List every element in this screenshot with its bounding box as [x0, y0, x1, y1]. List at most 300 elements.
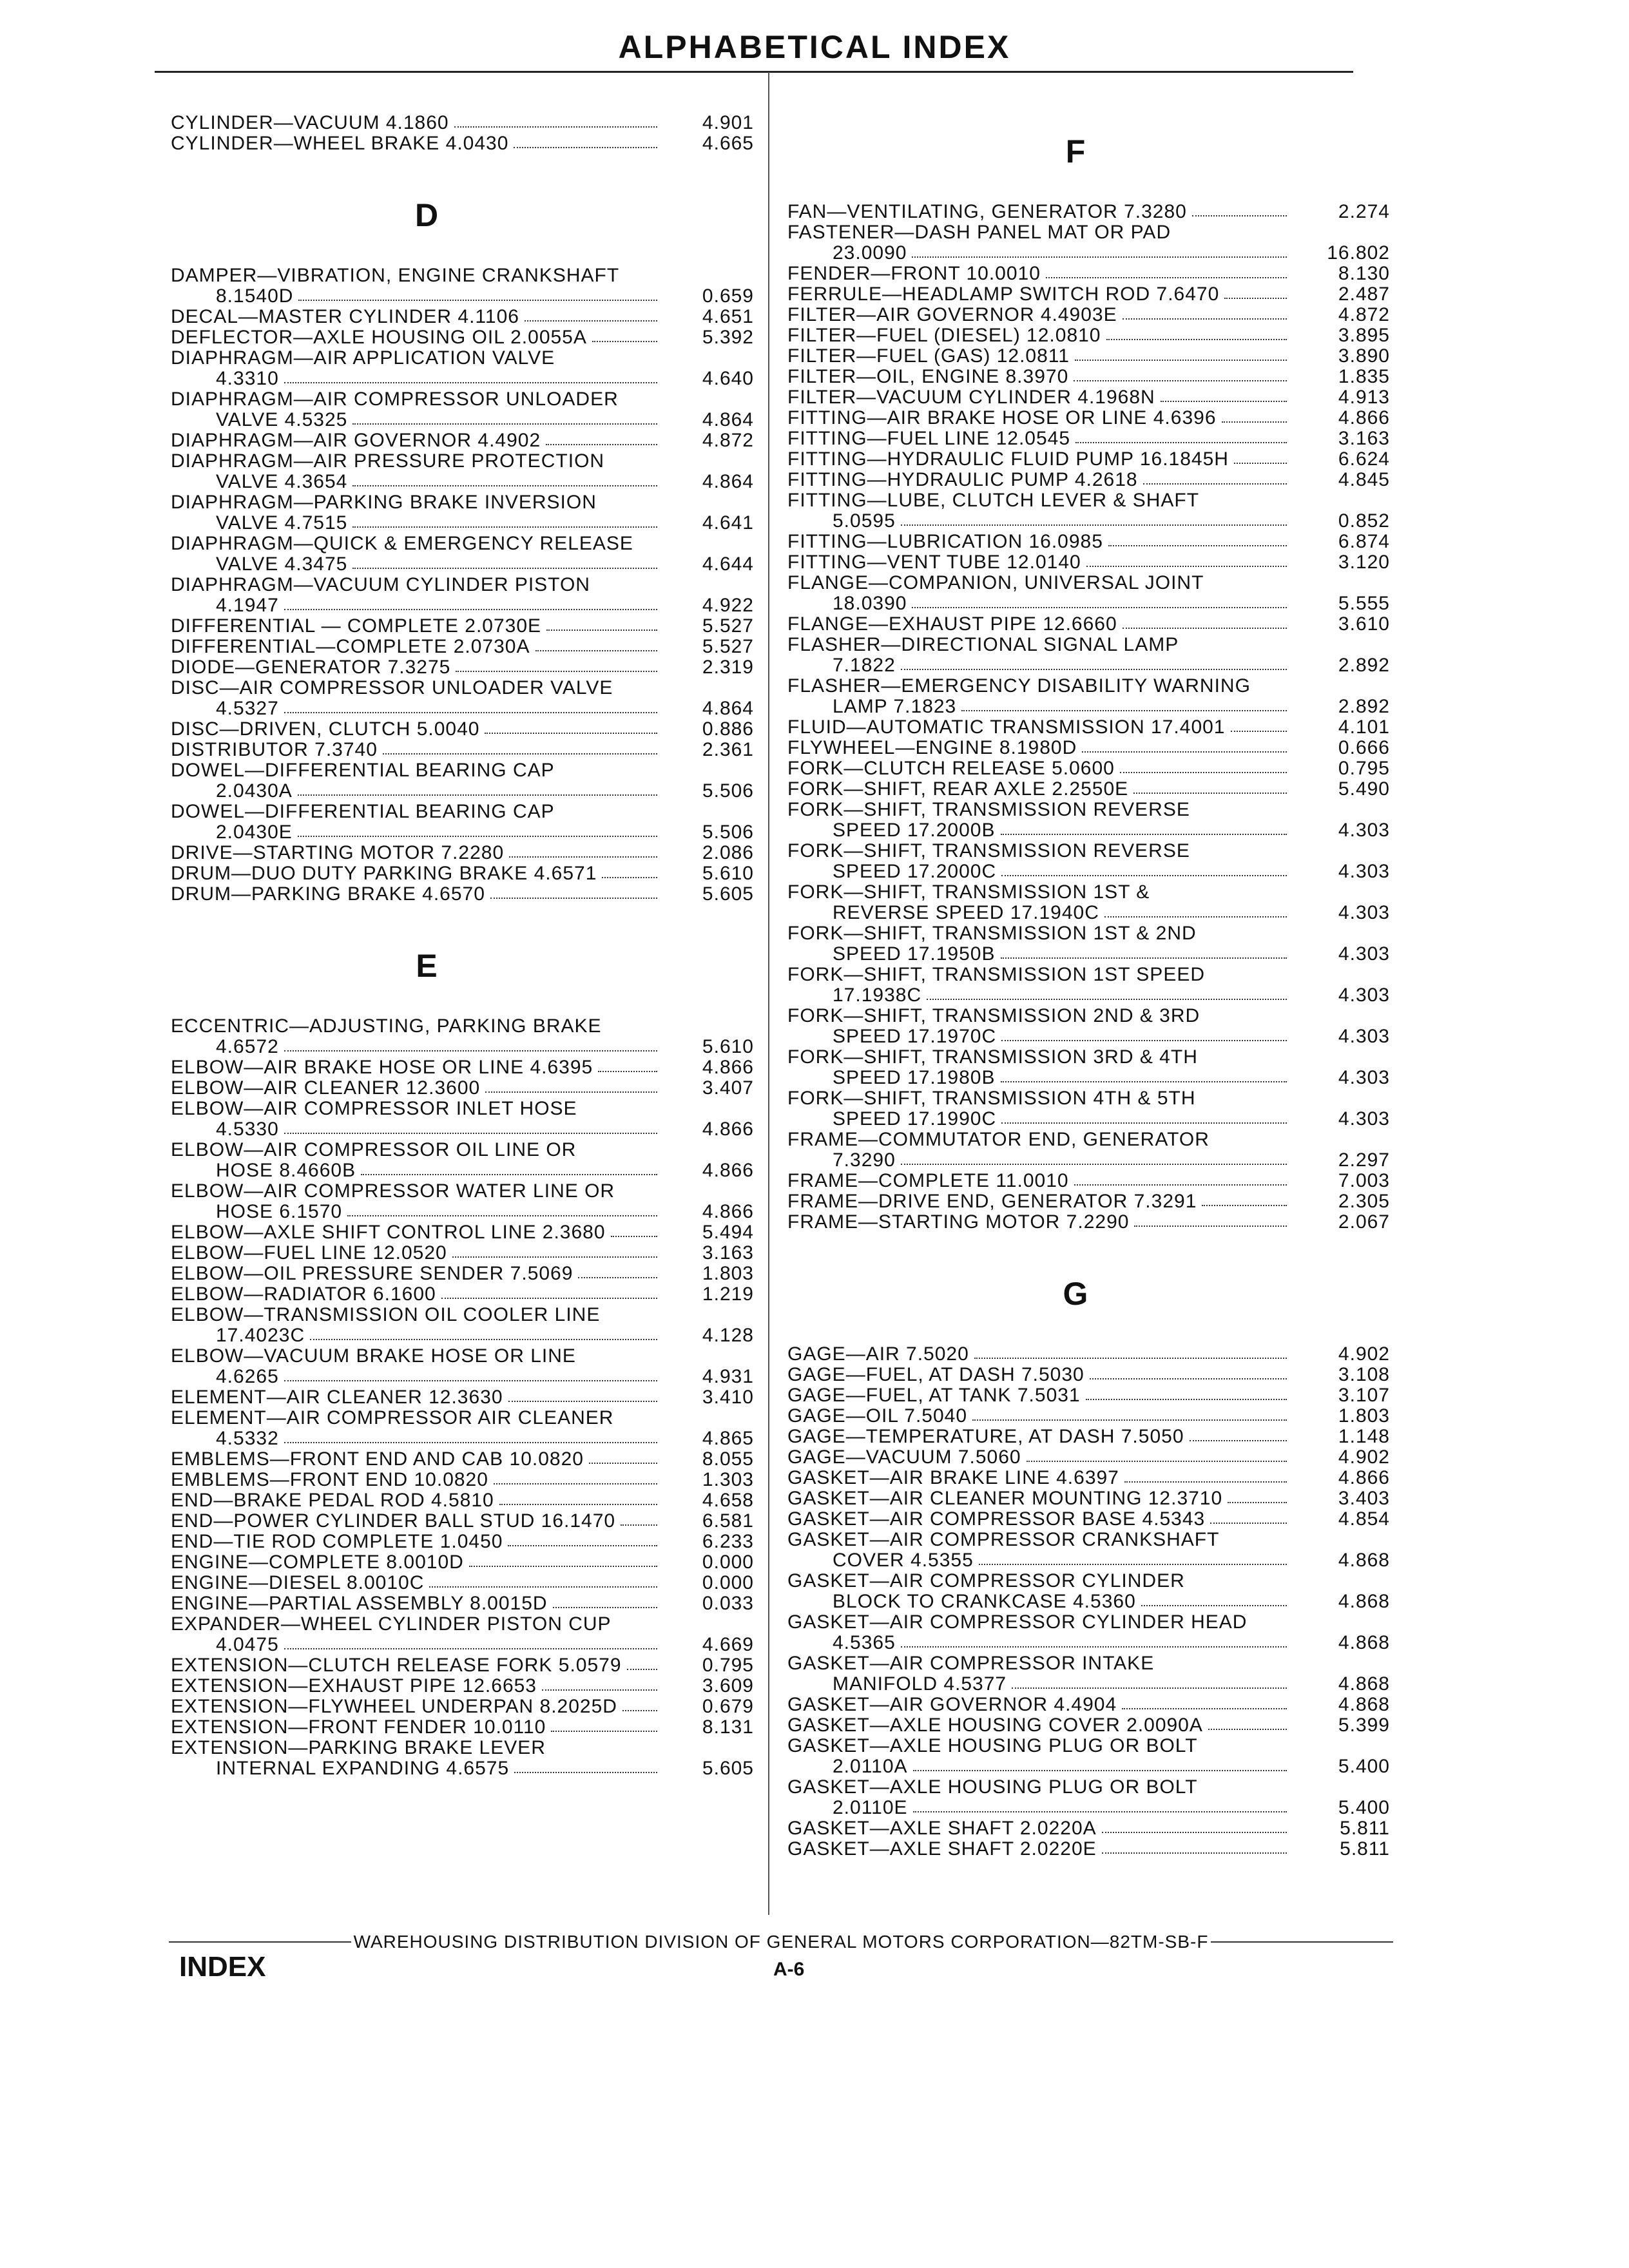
- dot-leader: [361, 1174, 657, 1175]
- entry-page-ref: 2.274: [1338, 201, 1390, 222]
- entry-description: [171, 1181, 683, 1222]
- dot-leader: [284, 1380, 657, 1381]
- dot-leader: [578, 1277, 657, 1278]
- dot-leader: [454, 126, 657, 128]
- entry-text-line: 4.5365: [833, 1632, 896, 1653]
- index-entry: [787, 800, 1390, 841]
- entry-description: [787, 1344, 1313, 1365]
- index-entry: [787, 1427, 1390, 1447]
- entry-description: [171, 637, 683, 657]
- entry-page-ref: 5.605: [702, 883, 754, 905]
- entry-description: [787, 1171, 1313, 1191]
- entry-description: [171, 1243, 683, 1264]
- dot-leader: [352, 526, 657, 528]
- entry-page-ref: 4.866: [1338, 407, 1390, 428]
- entry-page-ref: 5.494: [702, 1222, 754, 1243]
- index-entry: [171, 1614, 754, 1655]
- dot-leader: [1123, 318, 1287, 320]
- footer-page-number: A-6: [773, 1959, 805, 1980]
- entry-text-line: 23.0090: [833, 242, 907, 264]
- entry-text-line: REVERSE SPEED 17.1940C: [833, 902, 1099, 923]
- entry-page-ref: 4.872: [1338, 304, 1390, 325]
- entry-page-ref: 3.895: [1338, 325, 1390, 346]
- entry-text-line: GASKET—AIR GOVERNOR 4.4904: [787, 1695, 1117, 1715]
- entry-text-line: EXTENSION—PARKING BRAKE LEVER: [171, 1738, 546, 1758]
- entry-page-ref: 0.679: [702, 1696, 754, 1717]
- entry-text-line: ELBOW—AIR COMPRESSOR INLET HOSE: [171, 1099, 577, 1119]
- dot-leader: [542, 1689, 657, 1691]
- entry-description: [171, 884, 683, 905]
- entry-description: [171, 1738, 683, 1779]
- entry-page-ref: 5.610: [702, 863, 754, 884]
- index-entry: [787, 428, 1390, 449]
- entry-description: [787, 676, 1313, 717]
- dot-leader: [429, 1586, 657, 1588]
- index-entry: [787, 284, 1390, 305]
- entry-description: [171, 657, 683, 678]
- entry-page-ref: 3.890: [1338, 345, 1390, 367]
- index-entry: [787, 1385, 1390, 1406]
- entry-page-ref: 4.651: [702, 306, 754, 327]
- dot-leader: [1074, 1184, 1287, 1186]
- entry-text-line: DIAPHRAGM—AIR APPLICATION VALVE: [171, 348, 555, 369]
- entry-page-ref: 3.163: [702, 1242, 754, 1264]
- entry-description: [787, 882, 1313, 923]
- index-entry: [787, 676, 1390, 717]
- entry-page-ref: 2.487: [1338, 284, 1390, 305]
- entry-text-line: DIAPHRAGM—AIR COMPRESSOR UNLOADER: [171, 389, 619, 410]
- index-entry: [171, 389, 754, 430]
- entry-page-ref: 1.219: [702, 1283, 754, 1305]
- entry-description: [787, 1653, 1313, 1695]
- entry-description: [787, 1129, 1313, 1171]
- index-entry: [171, 533, 754, 575]
- entry-description: [171, 1016, 683, 1057]
- entry-page-ref: 0.886: [702, 718, 754, 740]
- entry-description: [171, 1511, 683, 1532]
- index-entry: [787, 1653, 1390, 1695]
- entry-page-ref: 4.640: [702, 368, 754, 389]
- index-entry: [787, 325, 1390, 346]
- entry-description: [171, 113, 683, 133]
- entry-text-line: FORK—SHIFT, TRANSMISSION REVERSE: [787, 800, 1190, 820]
- dot-leader: [1192, 215, 1287, 216]
- index-entry: [787, 1571, 1390, 1612]
- entry-text-line: 17.1938C: [833, 985, 922, 1006]
- entry-page-ref: 5.527: [702, 615, 754, 637]
- entry-description: [171, 1387, 683, 1408]
- dot-leader: [901, 524, 1287, 526]
- entry-page-ref: 4.865: [702, 1428, 754, 1449]
- entry-text-line: FORK—SHIFT, TRANSMISSION 1ST &: [787, 882, 1150, 903]
- index-entry: [787, 1171, 1390, 1191]
- entry-page-ref: 2.892: [1338, 655, 1390, 676]
- entry-description: [171, 1614, 683, 1655]
- entry-text-line: ENGINE—DIESEL 8.0010C: [171, 1573, 425, 1593]
- index-column-left: [171, 113, 754, 1779]
- entry-text-line: 4.5330: [216, 1119, 279, 1140]
- index-entry: [787, 1047, 1390, 1088]
- entry-description: [787, 965, 1313, 1006]
- entry-page-ref: 5.605: [702, 1758, 754, 1779]
- dot-leader: [284, 382, 657, 383]
- entry-description: [171, 1573, 683, 1593]
- entry-text-line: FITTING—AIR BRAKE HOSE OR LINE 4.6396: [787, 408, 1217, 428]
- entry-text-line: GASKET—AIR COMPRESSOR CYLINDER HEAD: [787, 1612, 1248, 1633]
- dot-leader: [621, 1524, 657, 1526]
- entry-text-line: FORK—SHIFT, TRANSMISSION 4TH & 5TH: [787, 1088, 1196, 1109]
- entry-page-ref: 5.527: [702, 636, 754, 657]
- entry-text-line: EXTENSION—FRONT FENDER 10.0110: [171, 1717, 546, 1738]
- index-entry: [171, 1573, 754, 1593]
- index-entry: [171, 575, 754, 616]
- dot-leader: [298, 300, 657, 301]
- entry-text-line: FLYWHEEL—ENGINE 8.1980D: [787, 738, 1077, 758]
- index-entry: [171, 451, 754, 492]
- entry-page-ref: 5.811: [1340, 1818, 1390, 1839]
- index-entry: [787, 1212, 1390, 1233]
- index-entry: [787, 552, 1390, 573]
- entry-text-line: FILTER—AIR GOVERNOR 4.4903E: [787, 305, 1117, 325]
- dot-leader: [383, 753, 657, 754]
- entry-description: [787, 346, 1313, 367]
- entry-description: [171, 1099, 683, 1140]
- index-entry: [171, 348, 754, 389]
- entry-page-ref: 4.866: [702, 1119, 754, 1140]
- dot-leader: [1133, 793, 1287, 794]
- entry-text-line: 4.3310: [216, 368, 279, 389]
- dot-leader: [1001, 957, 1287, 959]
- entry-text-line: VALVE 4.7515: [216, 512, 348, 533]
- entry-page-ref: 8.055: [702, 1448, 754, 1470]
- dot-leader: [298, 794, 657, 796]
- dot-leader: [1231, 731, 1287, 732]
- dot-leader: [1075, 360, 1287, 361]
- entry-text-line: FITTING—VENT TUBE 12.0140: [787, 552, 1081, 573]
- dot-leader: [1161, 401, 1287, 402]
- index-entry: [787, 1088, 1390, 1129]
- entry-page-ref: 4.101: [1338, 716, 1390, 738]
- entry-page-ref: 5.555: [1338, 593, 1390, 614]
- entry-text-line: 18.0390: [833, 593, 907, 614]
- dot-leader: [525, 320, 657, 322]
- entry-text-line: FAN—VENTILATING, GENERATOR 7.3280: [787, 202, 1187, 222]
- entry-text-line: 4.5327: [216, 698, 279, 719]
- entry-description: [787, 428, 1313, 449]
- dot-leader: [352, 568, 657, 569]
- entry-page-ref: 4.864: [702, 471, 754, 492]
- index-entry: [787, 470, 1390, 490]
- index-entry: [171, 1593, 754, 1614]
- entry-text-line: END—POWER CYLINDER BALL STUD 16.1470: [171, 1511, 616, 1532]
- index-entry: [171, 1490, 754, 1511]
- entry-description: [787, 1571, 1313, 1612]
- entry-description: [787, 1385, 1313, 1406]
- entry-text-line: 4.5332: [216, 1428, 279, 1449]
- entry-description: [171, 1655, 683, 1676]
- entry-description: [171, 1140, 683, 1181]
- index-entry: [171, 1738, 754, 1779]
- entry-page-ref: 1.803: [1338, 1405, 1390, 1427]
- index-entry: [171, 1243, 754, 1264]
- entry-text-line: GASKET—AIR BRAKE LINE 4.6397: [787, 1468, 1119, 1488]
- entry-page-ref: 3.107: [1338, 1385, 1390, 1406]
- entry-description: [787, 1777, 1313, 1818]
- entry-description: [171, 492, 683, 533]
- entry-description: [171, 1449, 683, 1470]
- entry-description: [787, 1736, 1313, 1777]
- entry-text-line: DIAPHRAGM—AIR PRESSURE PROTECTION: [171, 451, 605, 472]
- entry-text-line: FLANGE—EXHAUST PIPE 12.6660: [787, 614, 1117, 635]
- index-entry: [171, 1552, 754, 1573]
- dot-leader: [347, 1215, 657, 1216]
- index-entry: [787, 573, 1390, 614]
- index-entry: [787, 1447, 1390, 1468]
- entry-page-ref: 0.000: [702, 1552, 754, 1573]
- index-entry: [171, 113, 754, 133]
- entry-description: [787, 1468, 1313, 1488]
- index-entry: [171, 1016, 754, 1057]
- entry-text-line: FRAME—COMMUTATOR END, GENERATOR: [787, 1129, 1210, 1150]
- dot-leader: [485, 733, 657, 734]
- index-entry: [171, 1511, 754, 1532]
- column-divider: [768, 72, 769, 1915]
- entry-description: [171, 1717, 683, 1738]
- dot-leader: [469, 1566, 657, 1567]
- index-entry: [171, 1284, 754, 1305]
- entry-text-line: DRUM—DUO DUTY PARKING BRAKE 4.6571: [171, 863, 597, 884]
- entry-description: [787, 1088, 1313, 1129]
- entry-text-line: FORK—SHIFT, TRANSMISSION 2ND & 3RD: [787, 1006, 1200, 1026]
- entry-page-ref: 3.108: [1338, 1364, 1390, 1385]
- index-entry: [787, 222, 1390, 264]
- entry-text-line: 4.6572: [216, 1036, 279, 1057]
- entry-text-line: VALVE 4.5325: [216, 409, 348, 430]
- index-entry: [787, 882, 1390, 923]
- entry-page-ref: 5.490: [1338, 778, 1390, 800]
- entry-description: [787, 800, 1313, 841]
- dot-leader: [912, 256, 1287, 258]
- entry-page-ref: 3.403: [1338, 1488, 1390, 1509]
- entry-description: [171, 451, 683, 492]
- entry-description: [171, 133, 683, 154]
- index-entry: [787, 635, 1390, 676]
- entry-text-line: FILTER—OIL, ENGINE 8.3970: [787, 367, 1069, 387]
- entry-text-line: 4.1947: [216, 595, 279, 616]
- index-entry: [171, 1696, 754, 1717]
- entry-page-ref: 4.854: [1338, 1508, 1390, 1530]
- dot-leader: [441, 1298, 657, 1299]
- entry-text-line: CYLINDER—VACUUM 4.1860: [171, 113, 449, 133]
- footer-publisher-text: WAREHOUSING DISTRIBUTION DIVISION OF GENERAL MOTORS CORPORATION—82TM-SB-F: [353, 1932, 1209, 1952]
- index-entry: [787, 346, 1390, 367]
- index-entry: [171, 1181, 754, 1222]
- entry-description: [787, 408, 1313, 428]
- entry-page-ref: 3.120: [1338, 552, 1390, 573]
- index-entry: [787, 1006, 1390, 1047]
- entry-page-ref: 4.922: [702, 595, 754, 616]
- entry-page-ref: 2.297: [1338, 1149, 1390, 1171]
- entry-text-line: ELBOW—TRANSMISSION OIL COOLER LINE: [171, 1305, 601, 1325]
- footer-rule-right: [1211, 1941, 1393, 1943]
- entry-text-line: DRUM—PARKING BRAKE 4.6570: [171, 884, 485, 905]
- entry-page-ref: 6.874: [1338, 531, 1390, 552]
- dot-leader: [1001, 875, 1287, 876]
- entry-text-line: END—BRAKE PEDAL ROD 4.5810: [171, 1490, 494, 1511]
- entry-page-ref: 6.233: [702, 1531, 754, 1552]
- entry-description: [787, 1530, 1313, 1571]
- entry-text-line: FENDER—FRONT 10.0010: [787, 264, 1041, 284]
- entry-text-line: DIAPHRAGM—QUICK & EMERGENCY RELEASE: [171, 533, 633, 554]
- entry-description: [787, 552, 1313, 573]
- dot-leader: [627, 1669, 657, 1670]
- dot-leader: [284, 1050, 657, 1052]
- entry-page-ref: 2.305: [1338, 1191, 1390, 1212]
- entry-text-line: DOWEL—DIFFERENTIAL BEARING CAP: [171, 802, 555, 822]
- entry-page-ref: 2.361: [702, 739, 754, 760]
- entry-text-line: FLANGE—COMPANION, UNIVERSAL JOINT: [787, 573, 1204, 593]
- dot-leader: [1210, 1523, 1287, 1524]
- entry-text-line: ELBOW—RADIATOR 6.1600: [171, 1284, 436, 1305]
- entry-page-ref: 5.506: [702, 780, 754, 802]
- dot-leader: [1102, 1852, 1287, 1854]
- entry-text-line: EXPANDER—WHEEL CYLINDER PISTON CUP: [171, 1614, 612, 1635]
- entry-description: [171, 1676, 683, 1696]
- entry-text-line: DIAPHRAGM—VACUUM CYLINDER PISTON: [171, 575, 590, 595]
- entry-text-line: SPEED 17.1990C: [833, 1108, 997, 1129]
- entry-text-line: SPEED 17.2000C: [833, 861, 997, 882]
- dot-leader: [1106, 339, 1287, 340]
- entry-page-ref: 4.303: [1338, 985, 1390, 1006]
- entry-text-line: DIFFERENTIAL—COMPLETE 2.0730A: [171, 637, 530, 657]
- entry-page-ref: 5.400: [1338, 1797, 1390, 1818]
- dot-leader: [1120, 772, 1287, 773]
- entry-text-line: FILTER—FUEL (DIESEL) 12.0810: [787, 325, 1101, 346]
- entry-page-ref: 3.610: [1338, 613, 1390, 635]
- index-entry: [171, 307, 754, 327]
- entry-description: [787, 1509, 1313, 1530]
- index-entry: [171, 1222, 754, 1243]
- entry-text-line: HOSE 6.1570: [216, 1201, 343, 1222]
- dot-leader: [589, 1463, 657, 1464]
- entry-page-ref: 4.303: [1338, 1108, 1390, 1129]
- index-entry: [171, 657, 754, 678]
- entry-description: [787, 1406, 1313, 1427]
- dot-leader: [284, 1442, 657, 1443]
- entry-text-line: SPEED 17.1970C: [833, 1026, 997, 1047]
- entry-text-line: COVER 4.5355: [833, 1550, 974, 1571]
- entry-page-ref: 4.901: [702, 112, 754, 133]
- entry-page-ref: 4.868: [1338, 1673, 1390, 1695]
- entry-page-ref: 4.931: [702, 1366, 754, 1387]
- entry-page-ref: 4.868: [1338, 1550, 1390, 1571]
- dot-leader: [509, 856, 657, 858]
- entry-text-line: ELBOW—AIR COMPRESSOR OIL LINE OR: [171, 1140, 577, 1160]
- entry-page-ref: 0.852: [1338, 510, 1390, 532]
- entry-page-ref: 3.609: [702, 1675, 754, 1696]
- dot-leader: [1102, 1832, 1287, 1833]
- dot-leader: [901, 669, 1287, 670]
- index-entry: [171, 884, 754, 905]
- entry-description: [171, 678, 683, 719]
- dot-leader: [1001, 1040, 1287, 1041]
- section-heading: F: [1065, 133, 1086, 169]
- entry-description: [787, 470, 1313, 490]
- index-entry: [171, 1470, 754, 1490]
- entry-description: [171, 575, 683, 616]
- entry-page-ref: 4.872: [702, 430, 754, 451]
- dot-leader: [1001, 834, 1287, 835]
- entry-text-line: CYLINDER—WHEEL BRAKE 4.0430: [171, 133, 509, 154]
- index-entry: [787, 1612, 1390, 1653]
- entry-text-line: DISC—AIR COMPRESSOR UNLOADER VALVE: [171, 678, 613, 698]
- entry-page-ref: 4.866: [702, 1201, 754, 1222]
- entry-text-line: DECAL—MASTER CYLINDER 4.1106: [171, 307, 519, 327]
- dot-leader: [1141, 1605, 1287, 1606]
- entry-page-ref: 4.303: [1338, 943, 1390, 965]
- entry-text-line: FORK—SHIFT, TRANSMISSION REVERSE: [787, 841, 1190, 861]
- entry-description: [171, 1408, 683, 1449]
- dot-leader: [1222, 421, 1287, 423]
- entry-page-ref: 4.669: [702, 1634, 754, 1655]
- entry-page-ref: 8.130: [1338, 263, 1390, 284]
- entry-page-ref: 4.902: [1338, 1343, 1390, 1365]
- dot-leader: [284, 1648, 657, 1649]
- entry-text-line: INTERNAL EXPANDING 4.6575: [216, 1758, 510, 1779]
- dot-leader: [1134, 1225, 1287, 1227]
- dot-leader: [1228, 1502, 1287, 1503]
- dot-leader: [490, 898, 657, 899]
- entry-description: [171, 1346, 683, 1387]
- entry-text-line: SPEED 17.1950B: [833, 943, 996, 965]
- entry-page-ref: 4.866: [702, 1057, 754, 1078]
- index-entry: [787, 1365, 1390, 1385]
- entry-page-ref: 4.845: [1338, 469, 1390, 490]
- dot-leader: [972, 1419, 1287, 1421]
- dot-leader: [1001, 1122, 1287, 1124]
- entry-page-ref: 16.802: [1327, 242, 1390, 264]
- entry-text-line: ENGINE—PARTIAL ASSEMBLY 8.0015D: [171, 1593, 548, 1614]
- entry-description: [787, 1695, 1313, 1715]
- entry-text-line: 8.1540D: [216, 285, 294, 307]
- index-entry: [171, 1717, 754, 1738]
- entry-page-ref: 1.148: [1338, 1426, 1390, 1447]
- index-entry: [787, 408, 1390, 428]
- entry-page-ref: 4.641: [702, 512, 754, 533]
- index-entry: [787, 1488, 1390, 1509]
- entry-page-ref: 4.868: [1338, 1694, 1390, 1715]
- entry-text-line: EXTENSION—FLYWHEEL UNDERPAN 8.2025D: [171, 1696, 617, 1717]
- entry-description: [171, 760, 683, 802]
- entry-text-line: 7.3290: [833, 1149, 896, 1171]
- dot-leader: [352, 423, 657, 425]
- entry-text-line: END—TIE ROD COMPLETE 1.0450: [171, 1532, 503, 1552]
- entry-description: [787, 923, 1313, 965]
- index-entry: [787, 202, 1390, 222]
- dot-leader: [456, 671, 657, 672]
- entry-description: [171, 802, 683, 843]
- entry-text-line: FASTENER—DASH PANEL MAT OR PAD: [787, 222, 1171, 243]
- entry-description: [787, 573, 1313, 614]
- entry-text-line: GASKET—AXLE HOUSING COVER 2.0090A: [787, 1715, 1203, 1736]
- index-entry: [171, 1676, 754, 1696]
- dot-leader: [602, 877, 657, 878]
- entry-text-line: ELBOW—FUEL LINE 12.0520: [171, 1243, 447, 1264]
- dot-leader: [1086, 1399, 1287, 1400]
- entry-page-ref: 0.033: [702, 1593, 754, 1614]
- entry-description: [787, 717, 1313, 738]
- index-entry: [787, 1695, 1390, 1715]
